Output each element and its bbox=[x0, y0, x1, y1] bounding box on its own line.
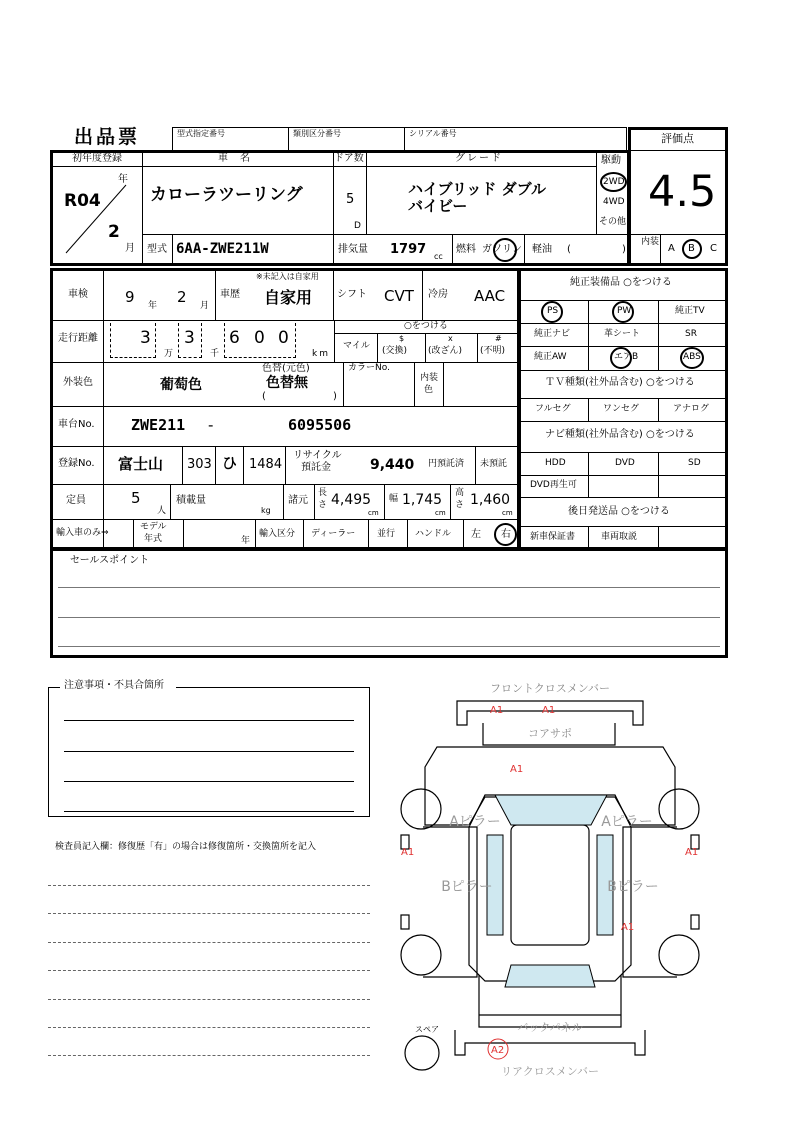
recycle-amount: 9,440 bbox=[370, 457, 415, 473]
equip-sr: SR bbox=[685, 329, 697, 339]
fuel-paren-close: ) bbox=[622, 244, 626, 255]
later-title: 後日発送品 ○をつける bbox=[568, 506, 670, 517]
equip-aw: 純正AW bbox=[534, 352, 567, 362]
shift-value: CVT bbox=[384, 287, 414, 305]
width-label: 幅 bbox=[389, 494, 399, 504]
tv-oneseg: ワンセグ bbox=[603, 404, 640, 414]
model-year-label-1: モデル bbox=[140, 522, 167, 532]
front-cross-label: フロントクロスメンバー bbox=[489, 682, 611, 695]
equipment-title: 純正装備品 ○をつける bbox=[570, 277, 672, 288]
inspection-month: 2 bbox=[177, 288, 187, 306]
repaint-label: 色替(元色) bbox=[262, 363, 310, 374]
length-value: 4,495 bbox=[331, 492, 372, 508]
nav-hdd: HDD bbox=[545, 458, 566, 468]
mileage-unit-man: 万 bbox=[164, 349, 174, 359]
nav-title: ナビ種類(社外品含む) ○をつける bbox=[545, 429, 695, 440]
damage-mark-left-side: A1 bbox=[401, 847, 415, 858]
import-type-label: 輸入区分 bbox=[259, 529, 296, 539]
displacement-unit: cc bbox=[434, 252, 443, 261]
handle-right-circle bbox=[494, 523, 517, 546]
width-unit: cm bbox=[435, 509, 446, 517]
rear-cross-label: リアクロスメンバー bbox=[501, 1065, 599, 1078]
capacity-unit: 人 bbox=[157, 506, 167, 516]
equip-tv: 純正TV bbox=[675, 306, 705, 316]
serial-label: シリアル番号 bbox=[409, 129, 457, 138]
width-value: 1,745 bbox=[402, 492, 443, 508]
equip-abs-circle bbox=[680, 347, 704, 369]
later-warranty: 新車保証書 bbox=[530, 532, 576, 542]
ac-value: AAC bbox=[474, 287, 506, 305]
doors-value: 5 bbox=[346, 192, 355, 207]
model-label: 型式 bbox=[147, 244, 167, 255]
equip-ps: PS bbox=[547, 306, 559, 316]
damage-mark-rear: A2 bbox=[491, 1045, 505, 1056]
handle-right: 右 bbox=[501, 529, 511, 540]
first-reg-label: 初年度登録 bbox=[72, 153, 122, 164]
reg-class: 303 bbox=[187, 457, 212, 472]
interior-a: A bbox=[668, 243, 675, 254]
tv-title: ＴＶ種類(社外品含む) ○をつける bbox=[545, 377, 695, 388]
exterior-label: 外装色 bbox=[63, 377, 93, 388]
first-reg-era: R04 bbox=[64, 191, 101, 211]
first-reg-month: 2 bbox=[108, 222, 120, 242]
inspector-label: 検査員記入欄：修復歴「有」の場合は修復箇所・交換箇所を記入 bbox=[55, 842, 317, 852]
exchange-label: (交換) bbox=[382, 346, 408, 356]
repaint-paren-close: ) bbox=[333, 391, 337, 402]
page-title: 出品票 bbox=[74, 126, 141, 148]
equip-airbag-circle bbox=[610, 347, 632, 369]
later-manual: 車両取説 bbox=[601, 532, 638, 542]
damage-mark-hood: A1 bbox=[510, 764, 524, 775]
a-pillar-left-label: Aピラー bbox=[449, 814, 501, 830]
dealer-option: ディーラー bbox=[311, 529, 356, 539]
circle-note: ○をつける bbox=[404, 321, 448, 331]
interior-color-label-1: 内装 bbox=[420, 373, 439, 383]
exchange-sym: $ bbox=[399, 334, 405, 343]
handle-left: 左 bbox=[471, 529, 481, 540]
mileage-digit-4: 0 bbox=[254, 328, 265, 348]
dims-label: 諸元 bbox=[288, 495, 308, 506]
reg-label: 登録No. bbox=[58, 458, 95, 469]
fuel-circle bbox=[493, 238, 517, 262]
equip-pw-circle bbox=[612, 301, 634, 323]
repaint-paren-open: ( bbox=[262, 391, 266, 402]
interior-color-label-2: 色 bbox=[424, 385, 434, 395]
displacement-label: 排気量 bbox=[338, 244, 368, 255]
equip-ps-circle bbox=[541, 301, 563, 323]
back-panel-label: バックパネル bbox=[517, 1021, 583, 1034]
drive-other: その他 bbox=[599, 217, 627, 227]
nav-dvd: DVD bbox=[615, 458, 635, 468]
length-label-2: さ bbox=[318, 500, 328, 510]
car-name-label: 車 名 bbox=[218, 153, 251, 164]
caution-label: 注意事項・不具合箇所 bbox=[64, 680, 164, 691]
drive-2wd-circle bbox=[600, 172, 627, 192]
grade-line1: ハイブリッド ダブル bbox=[408, 180, 546, 198]
recycle-label-2: 預託金 bbox=[301, 462, 331, 473]
history-label: 車歴 bbox=[220, 289, 240, 300]
model-cert-label: 型式指定番号 bbox=[177, 129, 225, 138]
fuel-gasoline: ガソリン bbox=[482, 244, 522, 255]
load-label: 積載量 bbox=[176, 495, 206, 506]
equip-pw: PW bbox=[617, 306, 632, 316]
reg-kana: ひ bbox=[222, 454, 238, 472]
sales-point-box bbox=[50, 548, 728, 658]
chassis-prefix: ZWE211 bbox=[131, 416, 186, 434]
damage-mark-right-rear: A1 bbox=[621, 922, 635, 933]
reg-area: 富士山 bbox=[118, 455, 164, 473]
first-reg-month-unit: 月 bbox=[125, 243, 135, 254]
reg-number: 1484 bbox=[249, 457, 283, 472]
mileage-unit-sen: 千 bbox=[210, 349, 220, 359]
inspection-label: 車検 bbox=[68, 289, 88, 300]
inspection-month-unit: 月 bbox=[200, 301, 210, 311]
mileage-digit-2: 3 bbox=[184, 328, 195, 348]
history-value: 自家用 bbox=[264, 288, 313, 307]
tampered-sym: x bbox=[448, 334, 453, 343]
chassis-number: 6095506 bbox=[288, 416, 352, 434]
rating-value: 4.5 bbox=[648, 167, 717, 217]
damage-mark-front-right: A1 bbox=[542, 705, 556, 716]
capacity-label: 定員 bbox=[66, 495, 86, 506]
a-pillar-right-label: Aピラー bbox=[601, 814, 653, 830]
unknown-label: (不明) bbox=[480, 346, 506, 356]
recycle-unpaid: 未預託 bbox=[480, 459, 508, 469]
car-diagram bbox=[395, 675, 715, 1085]
mileage-label: 走行距離 bbox=[58, 333, 98, 344]
interior-b: B bbox=[688, 243, 695, 254]
fuel-label: 燃料 bbox=[456, 244, 476, 255]
height-label-1: 高 bbox=[455, 488, 465, 498]
dvd-playback: DVD再生可 bbox=[530, 480, 577, 490]
history-note: ※未記入は自家用 bbox=[256, 272, 319, 281]
doors-label: ドア数 bbox=[334, 153, 364, 164]
grade-label: グレード bbox=[455, 153, 503, 164]
model-year-unit: 年 bbox=[241, 536, 251, 546]
nav-sd: SD bbox=[688, 458, 701, 468]
mile-label: マイル bbox=[343, 341, 370, 351]
damage-mark-right-side: A1 bbox=[685, 847, 699, 858]
recycle-paid: 円預託済 bbox=[428, 459, 465, 469]
caution-box bbox=[48, 687, 370, 817]
model-value: 6AA-ZWE211W bbox=[176, 241, 269, 257]
displacement-value: 1797 bbox=[390, 242, 427, 257]
fuel-diesel: 軽油 bbox=[532, 244, 552, 255]
mileage-digit-1: 3 bbox=[140, 328, 151, 348]
inspection-year-unit: 年 bbox=[148, 301, 158, 311]
drive-label: 駆動 bbox=[601, 155, 621, 166]
mileage-digit-5: 0 bbox=[278, 328, 289, 348]
capacity-value: 5 bbox=[131, 489, 141, 507]
handle-label: ハンドル bbox=[415, 529, 452, 539]
shift-label: シフト bbox=[337, 289, 367, 300]
color-no-label: カラーNo. bbox=[348, 363, 390, 373]
b-pillar-left-label: Bピラー bbox=[441, 879, 493, 895]
parallel-option: 並行 bbox=[377, 529, 396, 539]
length-unit: cm bbox=[368, 509, 379, 517]
equip-abs: ABS bbox=[683, 352, 701, 362]
spare-label: スペア bbox=[415, 1025, 439, 1034]
chassis-dash: - bbox=[208, 416, 214, 434]
tv-fullseg: フルセグ bbox=[535, 404, 571, 414]
mileage-digit-3: 6 bbox=[229, 328, 240, 348]
fuel-paren-open: ( bbox=[567, 244, 571, 255]
tv-analog: アナログ bbox=[673, 404, 710, 414]
car-name: カローラツーリング bbox=[150, 185, 303, 205]
b-pillar-right-label: Bピラー bbox=[607, 879, 659, 895]
drive-2wd: 2WD bbox=[603, 177, 625, 187]
height-value: 1,460 bbox=[470, 492, 511, 508]
category-label: 類別区分番号 bbox=[293, 129, 341, 138]
tampered-label: (改ざん) bbox=[428, 346, 463, 356]
core-support-label: コアサポ bbox=[528, 727, 572, 740]
unknown-sym: # bbox=[495, 334, 502, 343]
import-only-label: 輸入車のみ⇒ bbox=[56, 528, 109, 538]
ac-label: 冷房 bbox=[428, 289, 448, 300]
inspection-year: 9 bbox=[125, 288, 135, 306]
load-unit: kg bbox=[261, 506, 271, 515]
interior-c: C bbox=[710, 243, 717, 254]
glass-areas bbox=[487, 795, 613, 987]
recycle-label-1: リサイクル bbox=[293, 450, 342, 461]
equip-leather: 革シート bbox=[604, 329, 641, 339]
model-year-label-2: 年式 bbox=[144, 534, 163, 544]
damage-mark-front-left: A1 bbox=[490, 705, 504, 716]
equip-navi: 純正ナビ bbox=[534, 329, 571, 339]
equip-airbag: エアB bbox=[614, 352, 639, 362]
height-unit: cm bbox=[502, 509, 513, 517]
sales-point-label: セールスポイント bbox=[70, 555, 150, 566]
first-reg-year-unit: 年 bbox=[118, 174, 128, 185]
interior-circle bbox=[682, 239, 702, 259]
grade-line2: バイビー bbox=[408, 197, 468, 215]
header-id-boxes bbox=[172, 127, 627, 151]
interior-label: 内装 bbox=[641, 237, 660, 247]
repaint-value: 色替無 bbox=[266, 375, 308, 391]
chassis-label: 車台No. bbox=[58, 419, 95, 430]
length-label-1: 長 bbox=[318, 488, 328, 498]
drive-4wd: 4WD bbox=[603, 197, 625, 207]
doors-unit: D bbox=[354, 221, 361, 231]
rating-label: 評価点 bbox=[661, 132, 694, 145]
exterior-color: 葡萄色 bbox=[160, 377, 202, 393]
mileage-unit: km bbox=[312, 349, 330, 359]
height-label-2: さ bbox=[455, 500, 465, 510]
